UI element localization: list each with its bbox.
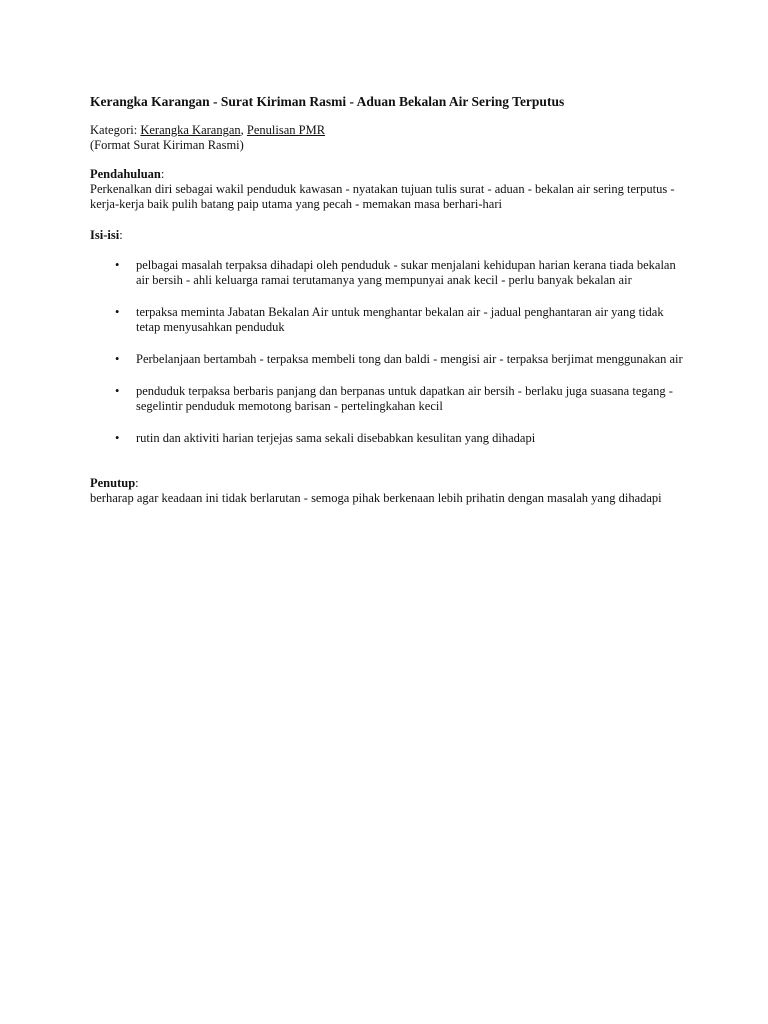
penutup-heading: Penutup xyxy=(90,476,136,490)
section-pendahuluan xyxy=(90,167,690,212)
list-item xyxy=(90,305,690,335)
isi-heading-line xyxy=(90,228,690,243)
category-link-kerangka[interactable]: Kerangka Karangan xyxy=(140,123,241,137)
category-label: Kategori: xyxy=(90,123,141,137)
bullet-icon: • xyxy=(115,305,120,319)
list-item-text: Perbelanjaan bertambah - terpaksa membeli tong dan baldi - mengisi air - terpaksa berjimat menggunakan air xyxy=(136,352,683,366)
bullet-icon: • xyxy=(115,431,120,445)
list-item xyxy=(90,352,690,367)
category-link-pmr[interactable]: Penulisan PMR xyxy=(246,123,326,137)
format-note: (Format Surat Kiriman Rasmi) xyxy=(90,138,244,152)
bullet-icon: • xyxy=(115,384,120,398)
penutup-colon: : xyxy=(135,476,139,490)
bullet-icon: • xyxy=(115,258,120,272)
section-penutup xyxy=(90,476,690,506)
list-item xyxy=(90,258,690,288)
category-separator: , xyxy=(240,123,247,137)
isi-heading: Isi-isi xyxy=(90,228,120,242)
isi-colon: : xyxy=(119,228,123,242)
penutup-heading-line xyxy=(90,476,690,491)
pendahuluan-heading: Pendahuluan xyxy=(90,167,161,181)
bullet-icon: • xyxy=(115,352,120,366)
list-item-text: pelbagai masalah terpaksa dihadapi oleh penduduk - sukar menjalani kehidupan harian kerana tiada bekalan air bersih - ahli keluarga ramai terutamanya yang mempunyai anak kecil - perlu banyak bekalan air xyxy=(136,258,676,287)
page-title: Kerangka Karangan - Surat Kiriman Rasmi - Aduan Bekalan Air Sering Terputus xyxy=(90,94,565,109)
category-line xyxy=(90,123,690,138)
list-item xyxy=(90,431,690,446)
penutup-text: berharap agar keadaan ini tidak berlarutan - semoga pihak berkenaan lebih prihatin dengan masalah yang dihadapi xyxy=(90,491,662,505)
list-item xyxy=(90,384,690,414)
document-body xyxy=(90,93,690,506)
section-isi xyxy=(90,228,690,446)
pendahuluan-heading-line xyxy=(90,167,690,182)
list-item-text: penduduk terpaksa berbaris panjang dan berpanas untuk dapatkan air bersih - berlaku juga suasana tegang - segelintir penduduk memotong barisan - pertelingkahan kecil xyxy=(136,384,673,413)
isi-list xyxy=(90,258,690,446)
category-meta xyxy=(90,123,690,153)
pendahuluan-text: Perkenalkan diri sebagai wakil penduduk kawasan - nyatakan tujuan tulis surat - aduan - bekalan air sering terputus - kerja-kerja baik pulih batang paip utama yang pecah - memakan masa berhari-hari xyxy=(90,182,675,211)
pendahuluan-colon: : xyxy=(160,167,165,181)
list-item-text: rutin dan aktiviti harian terjejas sama sekali disebabkan kesulitan yang dihadapi xyxy=(136,431,536,445)
list-item-text: terpaksa meminta Jabatan Bekalan Air untuk menghantar bekalan air - jadual penghantaran air yang tidak tetap menyusahkan penduduk xyxy=(136,305,664,334)
isi-list-wrapper xyxy=(90,258,690,446)
